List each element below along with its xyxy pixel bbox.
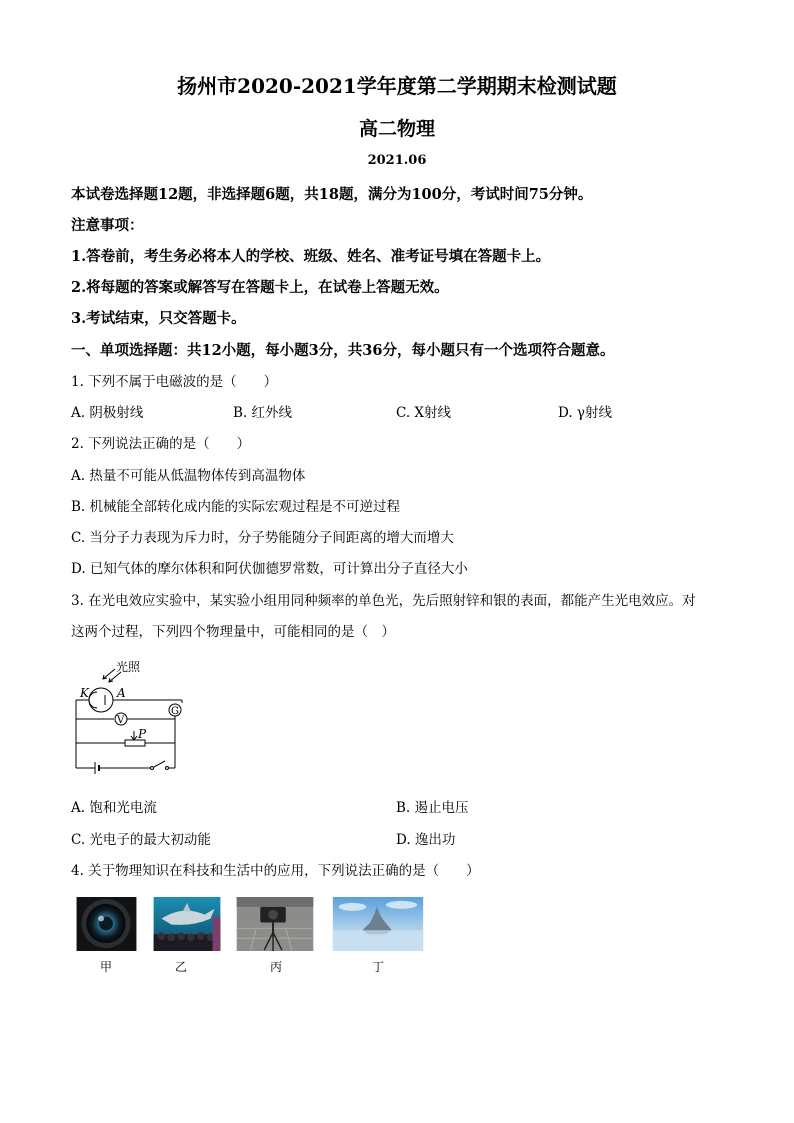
- q1-option-a: A. 阴极射线: [71, 405, 144, 421]
- q2-option-a: A. 热量不可能从低温物体传到高温物体: [71, 468, 306, 484]
- question-3-stem-line1: 3. 在光电效应实验中，某实验小组用同种频率的单色光，先后照射锌和银的表面，都能产生光电效应。对: [71, 593, 696, 609]
- q3-option-a: A. 饱和光电流: [71, 800, 157, 816]
- caption-bing: 丙: [269, 960, 282, 974]
- notice-item: 3.考试结束，只交答题卡。: [71, 310, 246, 327]
- question-3-stem-line2: 这两个过程，下列四个物理量中，可能相同的是（ ）: [71, 624, 395, 640]
- caption-yi: 乙: [174, 960, 187, 974]
- mirage-island-photo: [332, 897, 424, 951]
- q2-option-d: D. 已知气体的摩尔体积和阿伏伽德罗常数，可计算出分子直径大小: [71, 561, 468, 577]
- exam-date: 2021.06: [367, 153, 427, 168]
- q1-option-c: C. X射线: [396, 405, 452, 421]
- section-heading: 一、单项选择题：共12小题，每小题3分，共36分，每小题只有一个选项符合题意。: [71, 342, 615, 359]
- q1-option-d: D. γ射线: [558, 405, 612, 421]
- shark-3d-cinema-photo: [153, 897, 221, 951]
- diagram-label-p: P: [138, 727, 147, 741]
- question-1-stem: 1. 下列不属于电磁波的是（ ）: [71, 374, 278, 390]
- notice-item: 2.将每题的答案或解答写在答题卡上，在试卷上答题无效。: [71, 279, 449, 296]
- question-4-stem: 4. 关于物理知识在科技和生活中的应用，下列说法正确的是（ ）: [71, 863, 480, 879]
- diagram-label-light: 光照: [116, 660, 141, 674]
- photoelectric-circuit-diagram: [70, 655, 195, 775]
- notice-heading: 注意事项：: [71, 217, 144, 234]
- exam-title: 扬州市2020-2021学年度第二学期期末检测试题: [177, 74, 617, 98]
- camera-lens-photo: [76, 897, 137, 951]
- q3-option-d: D. 逸出功: [396, 832, 456, 848]
- diagram-label-a: A: [117, 686, 126, 700]
- q2-option-b: B. 机械能全部转化成内能的实际宏观过程是不可逆过程: [71, 499, 401, 515]
- q1-option-b: B. 红外线: [233, 405, 293, 421]
- notice-item: 1.答卷前，考生务必将本人的学校、班级、姓名、准考证号填在答题卡上。: [71, 248, 551, 265]
- q3-option-c: C. 光电子的最大初动能: [71, 832, 211, 848]
- exam-summary: 本试卷选择题12题，非选择题6题，共18题，满分为100分，考试时间75分钟。: [71, 186, 593, 203]
- question-2-stem: 2. 下列说法正确的是（ ）: [71, 436, 251, 452]
- q2-option-c: C. 当分子力表现为斥力时，分子势能随分子间距离的增大而增大: [71, 530, 454, 546]
- caption-jia: 甲: [99, 960, 112, 974]
- diagram-label-g: G: [171, 706, 179, 717]
- diagram-label-v: V: [117, 715, 125, 726]
- camera-on-tripod-photo: [236, 897, 314, 951]
- exam-subject: 高二物理: [358, 118, 435, 140]
- diagram-label-k: K: [80, 686, 89, 700]
- q3-option-b: B. 遏止电压: [396, 800, 469, 816]
- caption-ding: 丁: [371, 960, 384, 974]
